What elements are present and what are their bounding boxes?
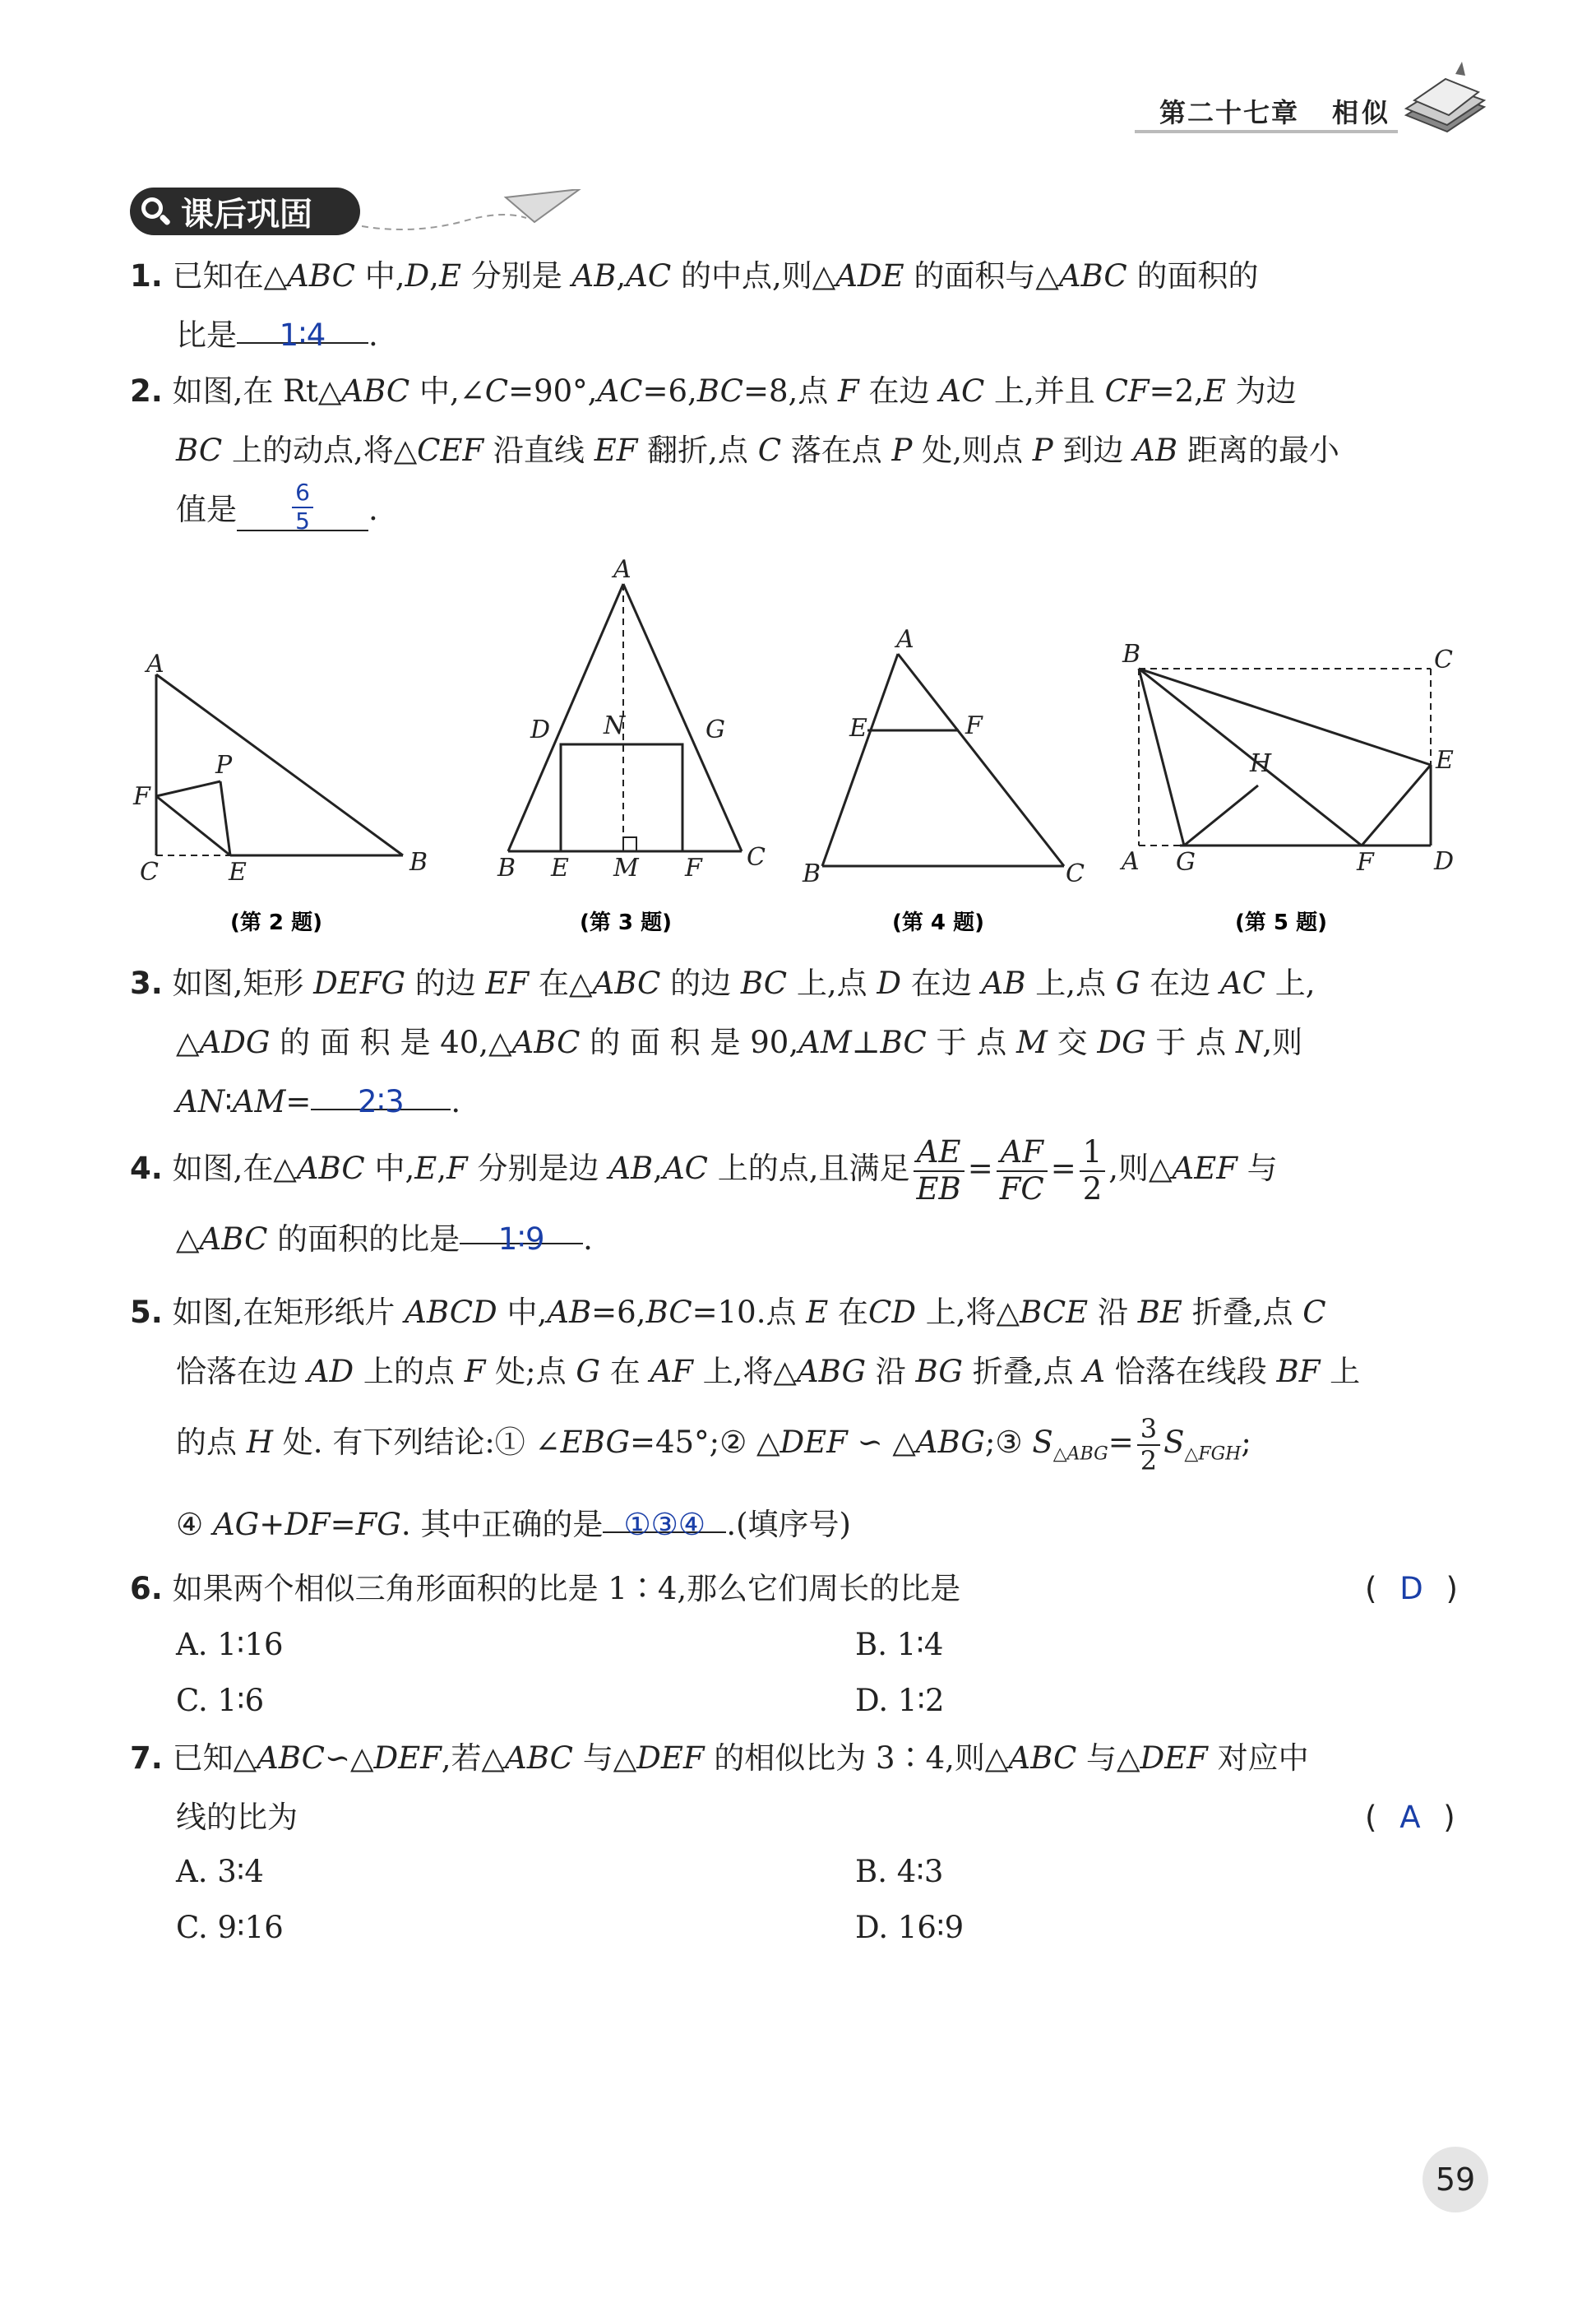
- answer-denominator: 5: [295, 507, 310, 535]
- fraction-one-half: [1080, 1135, 1106, 1207]
- math: BC: [740, 966, 788, 1001]
- math: FG: [355, 1507, 401, 1543]
- math: AEF: [1172, 1151, 1237, 1187]
- text: ;: [1241, 1425, 1251, 1460]
- fig2-label-c: C: [140, 858, 159, 887]
- denominator: FC: [999, 1170, 1044, 1207]
- header-divider: [1135, 130, 1398, 133]
- page-number: 59: [1423, 2147, 1488, 2212]
- text: △: [176, 1025, 200, 1060]
- math: AG: [212, 1507, 260, 1543]
- math: AB: [981, 966, 1026, 1001]
- math: F: [464, 1354, 486, 1389]
- fig3-label-b: B: [497, 854, 516, 883]
- text: 距离的最小: [1177, 433, 1339, 468]
- math: BCE: [1020, 1295, 1089, 1330]
- question-text: 如果两个相似三角形面积的比是 1∶4,那么它们周长的比是: [172, 1571, 961, 1606]
- text: 与△: [1076, 1740, 1140, 1776]
- text: =6,: [642, 373, 697, 409]
- fig3-label-c: C: [747, 843, 766, 872]
- text: 交: [1047, 1025, 1098, 1060]
- question-number: 6.: [130, 1571, 163, 1606]
- question-2: [130, 362, 1462, 540]
- text: 中,: [364, 1151, 415, 1187]
- math: BC: [176, 433, 223, 468]
- fig5-caption: (第 5 题): [1235, 910, 1327, 935]
- fraction-ae-eb: [914, 1135, 965, 1207]
- text: . 其中正确的是: [400, 1507, 604, 1543]
- search-icon: [136, 192, 174, 230]
- option-d[interactable]: D. 16∶9: [855, 1910, 965, 1945]
- option-c[interactable]: C. 1∶6: [176, 1683, 265, 1718]
- math: BG: [915, 1354, 963, 1389]
- text: 恰落在线段: [1105, 1354, 1277, 1389]
- math: F: [446, 1151, 468, 1187]
- fig3-caption: (第 3 题): [580, 910, 672, 935]
- fig2-label-p: P: [215, 751, 233, 780]
- text: 值是: [176, 492, 237, 527]
- math: AC: [626, 258, 672, 294]
- math: ABC: [199, 1221, 268, 1258]
- text: 上,: [1265, 966, 1316, 1001]
- math: F: [838, 373, 859, 409]
- math: G: [1115, 966, 1140, 1001]
- text: .: [583, 1221, 593, 1258]
- math: ABC: [511, 1025, 581, 1060]
- option-b[interactable]: B. 4∶3: [855, 1854, 944, 1889]
- math: AC: [1219, 966, 1265, 1001]
- fraction-af-fc: [997, 1135, 1048, 1207]
- text: 翻折,点: [637, 433, 758, 468]
- text: 在边: [858, 373, 940, 409]
- math: E: [806, 1295, 829, 1330]
- text: ;③: [984, 1425, 1033, 1460]
- text: 沿: [1088, 1295, 1138, 1330]
- question-number: 1.: [130, 258, 163, 294]
- fig5-label-g: G: [1176, 848, 1196, 877]
- math: A: [1083, 1354, 1106, 1389]
- math: CD: [868, 1295, 917, 1330]
- math: C: [484, 373, 509, 409]
- option-a[interactable]: A. 3∶4: [176, 1854, 264, 1889]
- numerator: 3: [1137, 1414, 1160, 1446]
- math: DEF: [779, 1425, 848, 1460]
- option-c[interactable]: C. 9∶16: [176, 1910, 284, 1945]
- text: 沿直线: [483, 433, 594, 468]
- text: ,: [616, 258, 627, 294]
- text: ,: [653, 1151, 663, 1187]
- text: 折叠,点: [1182, 1295, 1303, 1330]
- math: P: [891, 433, 913, 468]
- answer: ①③④: [623, 1507, 706, 1543]
- text: 线的比为: [176, 1800, 298, 1835]
- question-7: [130, 1729, 1462, 1847]
- math: ADE: [835, 258, 904, 294]
- text: 的边: [660, 966, 741, 1001]
- text: 上的点,且满足: [707, 1151, 910, 1187]
- fig3-label-f: F: [685, 854, 702, 883]
- fig5-label-c: C: [1434, 646, 1453, 674]
- fig2-label-e: E: [229, 858, 247, 887]
- fig5-label-a: A: [1122, 847, 1140, 876]
- text: 上的动点,将△: [222, 433, 418, 468]
- answer: A: [1399, 1800, 1421, 1835]
- text: 中,: [497, 1295, 548, 1330]
- text: 上,点: [787, 966, 877, 1001]
- math: AC: [939, 373, 985, 409]
- text: 如图,在矩形纸片: [172, 1295, 405, 1330]
- math: AB: [1133, 433, 1178, 468]
- chapter-title: 相似: [1332, 97, 1392, 128]
- text: 处. 有下列结论:① ∠: [273, 1425, 561, 1460]
- text: 上: [1320, 1354, 1361, 1389]
- books-icon: [1398, 58, 1488, 140]
- denominator: 2: [1140, 1444, 1158, 1476]
- math: P: [1032, 433, 1053, 468]
- math: ABC: [257, 1740, 325, 1776]
- text: 为边: [1225, 373, 1297, 409]
- math: E: [1203, 373, 1226, 409]
- math: AB: [608, 1151, 654, 1187]
- math: N: [1235, 1025, 1263, 1060]
- question-number: 2.: [130, 373, 163, 409]
- text: 的面积的: [1126, 258, 1259, 294]
- math: DEF: [373, 1740, 442, 1776]
- answer-numerator: 6: [292, 480, 313, 507]
- math: E: [414, 1151, 437, 1187]
- text: .: [451, 1084, 461, 1119]
- text: =8,点: [742, 373, 839, 409]
- math: AD: [307, 1354, 354, 1389]
- text: 于 点: [1145, 1025, 1236, 1060]
- question-number: 3.: [130, 966, 163, 1001]
- text: 上,并且: [984, 373, 1105, 409]
- text: 如图,矩形: [172, 966, 314, 1001]
- text: 在边: [1140, 966, 1220, 1001]
- text: ∶: [224, 1084, 233, 1119]
- math: H: [246, 1425, 274, 1460]
- math: EF: [594, 433, 638, 468]
- question-4: [130, 1135, 1462, 1272]
- math: CEF: [417, 433, 484, 468]
- question-1: [130, 247, 1462, 365]
- math: C: [757, 433, 781, 468]
- math: BC: [880, 1025, 927, 1060]
- math: CF: [1104, 373, 1150, 409]
- text: 分别是: [460, 258, 572, 294]
- fig4-label-a: A: [896, 625, 914, 654]
- fig2-label-f: F: [133, 782, 150, 811]
- fig5-label-b: B: [1122, 640, 1141, 669]
- answer-blank[interactable]: [460, 1207, 583, 1258]
- text: 在: [599, 1354, 650, 1389]
- text: 在边: [901, 966, 982, 1001]
- math: DEFG: [313, 966, 406, 1001]
- answer-blank[interactable]: [237, 479, 368, 535]
- math: ABC: [592, 966, 661, 1001]
- math: BF: [1276, 1354, 1321, 1389]
- math: E: [438, 258, 461, 294]
- text: ∽△: [324, 1740, 374, 1776]
- option-a[interactable]: A. 1∶16: [176, 1627, 284, 1662]
- fig4-caption: (第 4 题): [892, 910, 984, 935]
- math: BC: [696, 373, 743, 409]
- text: 的相似比为 3∶4,则△: [704, 1740, 1009, 1776]
- text: =10.点: [692, 1295, 807, 1330]
- question-3: [130, 954, 1462, 1132]
- text: 的点: [176, 1425, 247, 1460]
- text: 已知在△: [172, 258, 288, 294]
- math: ABC: [341, 373, 410, 409]
- math: DG: [1097, 1025, 1146, 1060]
- answer-blank[interactable]: [237, 306, 368, 353]
- text: =: [1108, 1425, 1134, 1460]
- math: S: [1032, 1425, 1053, 1460]
- math: DF: [285, 1507, 331, 1543]
- math: ABG: [915, 1425, 985, 1460]
- fig4-label-c: C: [1066, 859, 1085, 888]
- answer: 1∶4: [279, 317, 326, 353]
- text: =: [1050, 1151, 1076, 1187]
- text: =6,: [591, 1295, 646, 1330]
- text: 处,则点: [912, 433, 1033, 468]
- fig2-label-b: B: [409, 848, 428, 877]
- question-number: 5.: [130, 1295, 163, 1330]
- math: DEF: [1140, 1740, 1208, 1776]
- answer-blank[interactable]: [603, 1495, 726, 1543]
- math: ABC: [296, 1151, 365, 1187]
- paren-close: ): [1443, 1800, 1455, 1835]
- answer-blank[interactable]: [311, 1073, 451, 1119]
- text: .: [368, 317, 378, 353]
- text: ④: [176, 1507, 213, 1543]
- numerator: 1: [1080, 1135, 1106, 1172]
- math: BE: [1137, 1295, 1182, 1330]
- math: BC: [645, 1295, 692, 1330]
- text: =: [330, 1507, 356, 1543]
- math: AB: [571, 258, 617, 294]
- subscript: △ABG: [1052, 1443, 1108, 1465]
- text: =90°,: [508, 373, 598, 409]
- figure-5: [1139, 669, 1431, 846]
- text: 对应中: [1207, 1740, 1309, 1776]
- fig4-label-b: B: [803, 859, 821, 888]
- text: △: [176, 1221, 200, 1258]
- text: 在: [828, 1295, 869, 1330]
- math: AF: [650, 1354, 693, 1389]
- fraction-three-halves: [1137, 1414, 1160, 1476]
- math: ABC: [1058, 258, 1127, 294]
- option-b[interactable]: B. 1∶4: [855, 1627, 944, 1662]
- text: 的边: [405, 966, 486, 1001]
- text: 折叠,点: [962, 1354, 1084, 1389]
- numerator: AE: [914, 1135, 965, 1172]
- math: AB: [547, 1295, 592, 1330]
- text: 的面积的比是: [267, 1221, 460, 1258]
- figure-2: [156, 674, 403, 855]
- math: D: [405, 258, 430, 294]
- math: ABC: [505, 1740, 573, 1776]
- section-label: 课后巩固: [181, 195, 312, 234]
- text: 已知△: [172, 1740, 257, 1776]
- numerator: AF: [997, 1135, 1048, 1172]
- text: ∽ △: [847, 1425, 916, 1460]
- math: ABCD: [405, 1295, 497, 1330]
- answer: 2∶3: [358, 1084, 405, 1119]
- chapter-label: 第二十七章: [1159, 97, 1300, 128]
- math: AC: [662, 1151, 708, 1187]
- fig5-label-d: D: [1434, 847, 1455, 876]
- math: D: [877, 966, 902, 1001]
- section-badge: [130, 188, 360, 235]
- text: 中,: [354, 258, 405, 294]
- math: AN: [176, 1084, 225, 1119]
- question-number: 4.: [130, 1151, 163, 1187]
- text: .: [368, 492, 378, 527]
- text: 在△: [529, 966, 593, 1001]
- math: ABC: [287, 258, 355, 294]
- fig3-label-n: N: [604, 711, 626, 740]
- paren-open: (: [1365, 1571, 1377, 1606]
- fig2-caption: (第 2 题): [230, 910, 322, 935]
- text: 处;点: [485, 1354, 576, 1389]
- subscript: △FGH: [1184, 1443, 1242, 1465]
- math: S: [1163, 1425, 1185, 1460]
- denominator: EB: [916, 1170, 961, 1207]
- math: ABC: [1008, 1740, 1077, 1776]
- option-d[interactable]: D. 1∶2: [855, 1683, 945, 1718]
- text: 如图,在△: [172, 1151, 297, 1187]
- text: =: [967, 1151, 993, 1187]
- answer-paren[interactable]: [1365, 1559, 1458, 1619]
- text: =45°;② △: [630, 1425, 780, 1460]
- text: 中,∠: [409, 373, 485, 409]
- text: +: [259, 1507, 285, 1543]
- math: ADG: [199, 1025, 271, 1060]
- math: AC: [597, 373, 643, 409]
- fig4-label-f: F: [965, 711, 983, 740]
- text: 恰落在边: [176, 1354, 308, 1389]
- text: ,则: [1262, 1025, 1303, 1060]
- question-number: 7.: [130, 1740, 163, 1776]
- math: C: [1302, 1295, 1326, 1330]
- fig3-label-d: D: [530, 716, 551, 744]
- math: ABG: [796, 1354, 867, 1389]
- math: M: [1016, 1025, 1048, 1060]
- paren-open: (: [1365, 1800, 1377, 1835]
- figure-4: [822, 654, 1064, 866]
- text: 分别是边: [467, 1151, 609, 1187]
- text: 的 面 积 是 90,: [580, 1025, 799, 1060]
- fig4-label-e: E: [849, 714, 867, 743]
- answer-fraction: [292, 480, 313, 534]
- text: 于 点: [926, 1025, 1016, 1060]
- answer: D: [1399, 1571, 1423, 1606]
- text: 与: [1237, 1151, 1278, 1187]
- answer: 1∶9: [497, 1221, 545, 1258]
- answer-paren[interactable]: [1365, 1788, 1455, 1847]
- text: =2,: [1149, 373, 1204, 409]
- question-5-line-3: [130, 1402, 1462, 1495]
- text: 的 面 积 是 40,△: [270, 1025, 512, 1060]
- math: AM: [798, 1025, 852, 1060]
- denominator: 2: [1082, 1170, 1103, 1207]
- math: AM: [232, 1084, 286, 1119]
- text: ,若△: [441, 1740, 506, 1776]
- figures-row: [123, 543, 1480, 954]
- text: ,则△: [1108, 1151, 1173, 1187]
- text: ,: [429, 258, 439, 294]
- text: 与△: [572, 1740, 637, 1776]
- fig3-label-m: M: [613, 854, 639, 883]
- text: 上,将△: [916, 1295, 1020, 1330]
- paren-close: ): [1446, 1571, 1458, 1606]
- question-5: [130, 1283, 1462, 1554]
- text: ⊥: [851, 1025, 881, 1060]
- text: 的中点,则△: [671, 258, 836, 294]
- text: .(填序号): [726, 1507, 851, 1543]
- fig3-label-a: A: [613, 555, 631, 584]
- text: 到边: [1052, 433, 1134, 468]
- fig2-label-a: A: [146, 650, 164, 679]
- paper-plane-decoration: [362, 189, 608, 239]
- math: G: [576, 1354, 600, 1389]
- text: ,: [437, 1151, 447, 1187]
- text: 落在点: [781, 433, 892, 468]
- fig3-label-e: E: [551, 854, 569, 883]
- text: 上的点: [354, 1354, 465, 1389]
- text: 如图,在 Rt△: [172, 373, 342, 409]
- fig5-label-h: H: [1250, 749, 1272, 778]
- text: 上,点: [1025, 966, 1116, 1001]
- math: DEF: [636, 1740, 705, 1776]
- fig5-label-e: E: [1436, 746, 1454, 775]
- math: EF: [485, 966, 530, 1001]
- fig5-label-f: F: [1357, 848, 1374, 877]
- text: 上,将△: [692, 1354, 797, 1389]
- text: 的面积与△: [904, 258, 1059, 294]
- text: 比是: [176, 317, 237, 353]
- math: EBG: [560, 1425, 631, 1460]
- question-6: [130, 1559, 1462, 1619]
- text: =: [285, 1084, 312, 1119]
- fig3-label-g: G: [705, 716, 725, 744]
- text: 沿: [866, 1354, 916, 1389]
